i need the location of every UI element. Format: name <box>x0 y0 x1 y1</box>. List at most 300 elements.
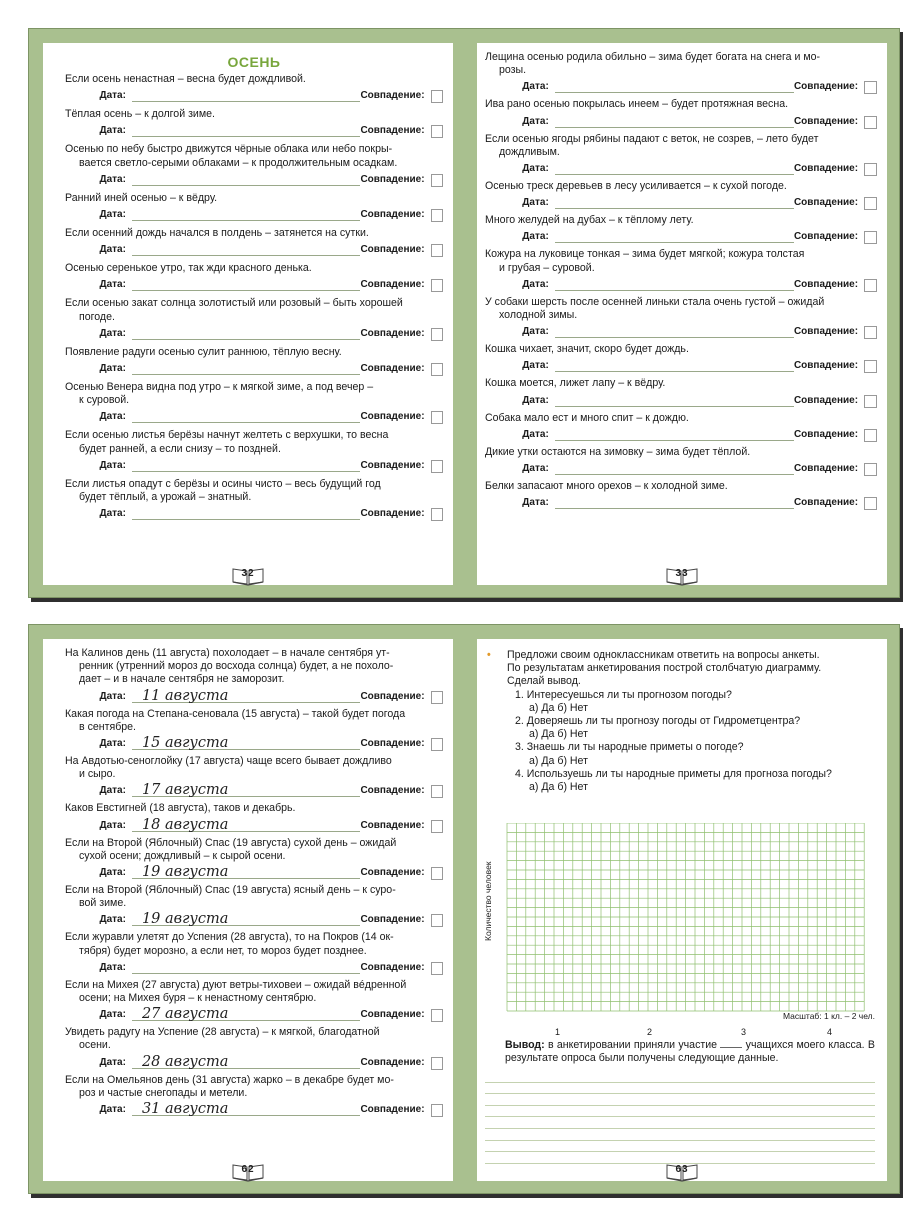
match-checkbox[interactable] <box>431 411 443 424</box>
sign-entry <box>485 343 877 372</box>
sign-text-line: Кошка чихает, значит, скоро будет дождь. <box>485 343 689 356</box>
date-row <box>65 86 443 102</box>
date-field[interactable] <box>132 277 361 291</box>
writing-line[interactable] <box>485 1094 875 1106</box>
sign-text-line: тября) будет морозно, а если нет, то мороз будет позднее. <box>79 944 367 957</box>
sign-text-line: Ива рано осенью покрылась инеем – будет протяжная весна. <box>485 98 789 111</box>
date-label: Дата: <box>99 244 126 256</box>
match-label: Совпадение: <box>360 690 425 702</box>
date-row <box>485 193 877 209</box>
sign-entry <box>65 262 443 291</box>
sign-entry <box>65 108 443 137</box>
date-field[interactable] <box>132 1055 361 1069</box>
sign-text-line: Ранний иней осенью – к вёдру. <box>65 191 218 204</box>
sign-text-line: Собака мало ест и много спит – к дождю. <box>485 411 689 424</box>
match-checkbox[interactable] <box>431 328 443 341</box>
spread-autumn <box>28 28 900 598</box>
date-label: Дата: <box>99 173 126 185</box>
question: 1. Интересуешься ли ты прогнозом погоды? <box>515 688 732 701</box>
sign-text <box>65 143 443 169</box>
date-field[interactable] <box>132 865 361 879</box>
handwritten-date: 11 августа <box>141 687 229 704</box>
date-field[interactable] <box>555 161 794 175</box>
date-label: Дата: <box>99 411 126 423</box>
sign-text-line: розы. <box>499 64 527 77</box>
date-label: Дата: <box>522 394 549 406</box>
date-row <box>65 863 443 879</box>
date-row <box>65 240 443 256</box>
date-label: Дата: <box>99 279 126 291</box>
match-checkbox[interactable] <box>431 363 443 376</box>
sign-entry <box>65 429 443 471</box>
writing-lines[interactable] <box>485 1071 875 1164</box>
sign-text-line: Появление радуги осенью сулит раннюю, тёплую весну. <box>65 345 342 358</box>
date-row <box>65 407 443 423</box>
match-checkbox[interactable] <box>431 244 443 257</box>
date-field[interactable] <box>555 79 794 93</box>
date-row <box>65 910 443 926</box>
sign-text <box>65 262 443 275</box>
date-row <box>65 958 443 974</box>
date-row <box>65 1100 443 1116</box>
sign-text <box>485 248 877 274</box>
date-row <box>485 159 877 175</box>
sign-text <box>65 755 443 781</box>
handwritten-date: 31 августа <box>141 1101 229 1118</box>
handwritten-date: 18 августа <box>141 816 229 833</box>
date-row <box>485 493 877 509</box>
match-label: Совпадение: <box>793 394 859 406</box>
page-32-content <box>65 51 443 526</box>
match-checkbox[interactable] <box>431 460 443 473</box>
date-label: Дата: <box>99 209 126 221</box>
date-field[interactable] <box>132 458 361 472</box>
match-label: Совпадение: <box>360 1104 425 1116</box>
date-label: Дата: <box>522 360 549 372</box>
spread-august <box>28 624 900 1194</box>
date-field[interactable] <box>132 409 361 423</box>
sign-text-line: Если осень ненастная – весна будет дождливой. <box>65 73 306 85</box>
sign-text-line: Если осенний дождь начался в полдень – затянется на сутки. <box>65 227 369 240</box>
sign-text <box>485 412 877 425</box>
match-checkbox[interactable] <box>431 125 443 138</box>
date-field[interactable] <box>132 123 361 137</box>
writing-line[interactable] <box>485 1071 875 1083</box>
match-checkbox[interactable] <box>431 691 443 704</box>
date-field[interactable] <box>132 361 361 375</box>
handwritten-date: 19 августа <box>141 911 229 928</box>
page-62 <box>43 639 453 1181</box>
sign-text <box>65 192 443 205</box>
sign-text <box>485 214 877 227</box>
answer-options: а) Да б) Нет <box>529 728 588 741</box>
sign-entry <box>65 297 443 339</box>
date-row <box>65 816 443 832</box>
date-row <box>65 687 443 703</box>
x-tick-4: 4 <box>827 1027 833 1037</box>
match-label: Совпадение: <box>360 173 425 185</box>
date-row <box>65 359 443 375</box>
sign-text-line: осени; на Михея буря – к ненастному сентябрю. <box>79 992 317 1005</box>
date-field[interactable] <box>555 277 794 291</box>
page-number-text: 63 <box>675 1164 689 1175</box>
date-label: Дата: <box>522 326 549 338</box>
sign-text <box>485 377 877 390</box>
date-field[interactable] <box>555 393 794 407</box>
writing-line[interactable] <box>485 1083 875 1095</box>
sign-text-line: Кошка моется, лижет лапу – к вёдру. <box>485 377 666 390</box>
date-label: Дата: <box>99 690 126 702</box>
sign-text-line: Если на Омельянов день (31 августа) жарко – в декабре будет мо- <box>65 1073 394 1086</box>
date-field[interactable] <box>132 736 361 750</box>
match-label: Совпадение: <box>360 819 425 831</box>
sign-text-line: Осенью треск деревьев в лесу усиливается – к сухой погоде. <box>485 180 787 193</box>
match-checkbox[interactable] <box>431 738 443 751</box>
match-checkbox[interactable] <box>431 90 443 103</box>
question: 3. Знаешь ли ты народные приметы о погоде? <box>515 741 744 754</box>
page-33 <box>477 43 887 585</box>
match-checkbox[interactable] <box>864 429 877 442</box>
page-63 <box>477 639 887 1181</box>
match-checkbox[interactable] <box>431 508 443 521</box>
match-label: Совпадение: <box>360 1009 425 1021</box>
sign-text <box>65 429 443 455</box>
sign-text <box>65 931 443 957</box>
match-label: Совпадение: <box>360 209 425 221</box>
sign-text <box>485 343 877 356</box>
date-field[interactable] <box>132 506 361 520</box>
answer-options: а) Да б) Нет <box>529 701 588 714</box>
date-field[interactable] <box>132 960 361 974</box>
date-field[interactable] <box>132 242 361 256</box>
match-label: Совпадение: <box>360 90 425 102</box>
sign-text-line: вается светло-серыми облаками – к продолжительным осадкам. <box>79 156 398 169</box>
match-checkbox[interactable] <box>431 1057 443 1070</box>
sign-text-line: сухой осени; дождливый – к сырой осени. <box>79 849 286 862</box>
date-field[interactable] <box>555 229 794 243</box>
sign-text <box>65 381 443 407</box>
sign-entry <box>65 478 443 520</box>
survey-block <box>485 649 877 794</box>
handwritten-date: 17 августа <box>141 782 229 799</box>
match-label: Совпадение: <box>360 363 425 375</box>
conclusion <box>485 1039 875 1065</box>
empty-bar-chart-grid[interactable] <box>497 823 871 1013</box>
handwritten-date: 19 августа <box>141 864 229 881</box>
chart-scale: Масштаб: 1 кл. – 2 чел. <box>782 1011 875 1021</box>
sign-text-line: Если на Михея (27 августа) дуют ветры-тиховеи – ожидай вéдренной <box>65 978 407 991</box>
match-checkbox[interactable] <box>864 279 877 292</box>
date-row <box>485 227 877 243</box>
conclusion-text-a: в анкетировании приняли участие <box>547 1039 718 1051</box>
intro-line: Предложи своим одноклассникам ответить на вопросы анкеты. <box>507 649 820 661</box>
date-label: Дата: <box>99 90 126 102</box>
date-label: Дата: <box>99 327 126 339</box>
sign-text-line: погоде. <box>79 310 115 323</box>
match-checkbox[interactable] <box>864 360 877 373</box>
page-32 <box>43 43 453 585</box>
page-number-32 <box>231 565 265 587</box>
conclusion-text-b: учащихся моего класса. В результате опроса были получены следующие данные. <box>505 1039 875 1065</box>
date-label: Дата: <box>522 428 549 440</box>
handwritten-date: 15 августа <box>141 735 229 752</box>
sign-text-line: будет ранней, а если снизу – то поздней. <box>79 442 281 455</box>
page-number-text: 33 <box>675 568 689 579</box>
sign-entry <box>65 802 443 831</box>
date-field[interactable] <box>132 326 361 340</box>
sign-entry <box>485 248 877 290</box>
date-field[interactable] <box>555 114 794 128</box>
handwritten-date: 27 августа <box>141 1006 229 1023</box>
date-row <box>485 425 877 441</box>
sign-text-line: У собаки шерсть после осенней линьки стала очень густой – ожидай <box>485 295 825 308</box>
match-label: Совпадение: <box>360 1056 425 1068</box>
y-axis-label: Количество человек <box>483 861 493 941</box>
date-field[interactable] <box>132 689 361 703</box>
date-label: Дата: <box>522 463 549 475</box>
page-number-62 <box>231 1161 265 1183</box>
date-label: Дата: <box>99 508 126 520</box>
sign-text-line: в сентябре. <box>79 720 136 733</box>
sign-text <box>65 802 443 815</box>
sign-entry <box>485 98 877 127</box>
answer-options: а) Да б) Нет <box>529 754 588 767</box>
date-label: Дата: <box>99 914 126 926</box>
sign-text-line: Белки запасают много орехов – к холодной зиме. <box>485 480 728 493</box>
match-checkbox[interactable] <box>431 962 443 975</box>
date-label: Дата: <box>522 497 549 509</box>
date-field[interactable] <box>132 88 361 102</box>
date-field[interactable] <box>555 195 794 209</box>
date-label: Дата: <box>99 363 126 375</box>
sign-entry <box>65 143 443 185</box>
match-label: Совпадение: <box>793 278 859 290</box>
date-label: Дата: <box>522 197 549 209</box>
page-number-text: 32 <box>241 568 255 579</box>
match-label: Совпадение: <box>360 961 425 973</box>
sign-text-line: Лещина осенью родила обильно – зима будет богата на снега и мо- <box>485 51 821 63</box>
sign-text-line: Если на Второй (Яблочный) Спас (19 августа) сухой день – ожидай <box>65 836 397 849</box>
date-field[interactable] <box>555 495 794 509</box>
sign-entry <box>65 73 443 102</box>
match-checkbox[interactable] <box>431 279 443 292</box>
x-tick-2: 2 <box>647 1027 653 1037</box>
sign-text-line: На Калинов день (11 августа) похолодает – в начале сентября ут- <box>65 647 390 659</box>
sign-text <box>485 51 877 77</box>
match-label: Совпадение: <box>360 867 425 879</box>
conclusion-label: Вывод: <box>505 1039 545 1051</box>
sign-entry <box>485 296 877 338</box>
match-checkbox[interactable] <box>431 1009 443 1022</box>
match-label: Совпадение: <box>360 785 425 797</box>
question: 4. Используешь ли ты народные приметы для прогноза погоды? <box>515 767 832 780</box>
date-label: Дата: <box>99 819 126 831</box>
date-label: Дата: <box>522 163 549 175</box>
sign-text-line: Если осенью ягоды рябины падают с веток, не созрев, – лето будет <box>485 132 819 145</box>
sign-entry <box>485 180 877 209</box>
sign-text <box>485 180 877 193</box>
date-field[interactable] <box>132 1007 361 1021</box>
sign-text-line: роз и частые снегопады и метели. <box>79 1086 248 1099</box>
x-tick-1: 1 <box>555 1027 561 1037</box>
date-field[interactable] <box>132 912 361 926</box>
match-label: Совпадение: <box>360 244 425 256</box>
sign-entry <box>65 708 443 750</box>
sign-text-line: вой зиме. <box>79 897 127 910</box>
sign-text <box>65 346 443 359</box>
sign-entry <box>65 381 443 423</box>
sign-text-line: Осенью серенькое утро, так жди красного денька. <box>65 262 312 275</box>
sign-text-line: Осенью по небу быстро движутся чёрные облака или небо покры- <box>65 143 393 156</box>
sign-text-line: Если листья опадут с берёзы и осины чисто – весь будущий год <box>65 477 381 490</box>
match-checkbox[interactable] <box>864 395 877 408</box>
match-checkbox[interactable] <box>864 463 877 476</box>
sign-text-line: Если осенью листья берёзы начнут желтеть с верхушки, то весна <box>65 429 389 442</box>
date-row <box>65 324 443 340</box>
date-row <box>65 1053 443 1069</box>
sign-entry <box>65 192 443 221</box>
date-label: Дата: <box>522 115 549 127</box>
sign-text <box>65 979 443 1005</box>
match-label: Совпадение: <box>793 497 859 509</box>
match-label: Совпадение: <box>793 231 859 243</box>
sign-entry <box>65 1026 443 1068</box>
match-checkbox[interactable] <box>431 820 443 833</box>
match-label: Совпадение: <box>360 411 425 423</box>
match-checkbox[interactable] <box>431 867 443 880</box>
date-label: Дата: <box>99 738 126 750</box>
date-field[interactable] <box>132 207 361 221</box>
date-field[interactable] <box>132 1102 361 1116</box>
date-row <box>65 504 443 520</box>
date-label: Дата: <box>99 459 126 471</box>
sign-text-line: дает – и в начале сентября не заморозит. <box>79 673 285 686</box>
date-label: Дата: <box>99 867 126 879</box>
match-checkbox[interactable] <box>864 116 877 129</box>
sign-text <box>65 73 443 86</box>
date-field[interactable] <box>555 358 794 372</box>
writing-line[interactable] <box>485 1129 875 1141</box>
date-row <box>485 459 877 475</box>
date-row <box>485 77 877 93</box>
sign-text-line: осени. <box>79 1039 111 1052</box>
sign-text-line: Если журавли улетят до Успения (28 августа), то на Покров (14 ок- <box>65 931 394 944</box>
sign-text <box>65 1026 443 1052</box>
page-number-33 <box>665 565 699 587</box>
date-field[interactable] <box>132 783 361 797</box>
match-checkbox[interactable] <box>864 81 877 94</box>
date-row <box>485 391 877 407</box>
page-title: ОСЕНЬ <box>227 54 281 70</box>
sign-text-line: ренник (утренний мороз до восхода солнца) будет, а не похоло- <box>79 660 394 673</box>
sign-entry <box>65 346 443 375</box>
match-label: Совпадение: <box>793 115 859 127</box>
match-label: Совпадение: <box>793 360 859 372</box>
sign-text-line: Если на Второй (Яблочный) Спас (19 августа) ясный день – к суро- <box>65 884 396 897</box>
sign-text <box>485 133 877 159</box>
match-checkbox[interactable] <box>864 231 877 244</box>
sign-entry <box>65 837 443 879</box>
match-label: Совпадение: <box>360 508 425 520</box>
match-label: Совпадение: <box>360 125 425 137</box>
sign-text-line: Осенью Венера видна под утро – к мягкой зиме, а под вечер – <box>65 381 374 394</box>
participants-blank[interactable] <box>720 1047 742 1048</box>
match-checkbox[interactable] <box>431 174 443 187</box>
date-label: Дата: <box>99 125 126 137</box>
sign-entry <box>485 480 877 509</box>
date-label: Дата: <box>99 1056 126 1068</box>
sign-entry <box>65 931 443 973</box>
match-label: Совпадение: <box>360 914 425 926</box>
match-checkbox[interactable] <box>431 914 443 927</box>
date-row <box>65 456 443 472</box>
sign-entry <box>485 446 877 475</box>
sign-text-line: Увидеть радугу на Успение (28 августа) – к мягкой, благодатной <box>65 1026 380 1039</box>
date-label: Дата: <box>522 231 549 243</box>
date-label: Дата: <box>99 1104 126 1116</box>
date-label: Дата: <box>522 278 549 290</box>
sign-text <box>65 708 443 734</box>
sign-entry <box>485 133 877 175</box>
sign-entry <box>65 979 443 1021</box>
sign-text <box>65 647 443 687</box>
page-62-content <box>65 647 443 1121</box>
date-label: Дата: <box>99 785 126 797</box>
sign-text-line: и сыро. <box>79 768 116 781</box>
sign-text <box>485 296 877 322</box>
sign-text-line: Много желудей на дубах – к тёплому лету. <box>485 214 694 227</box>
match-checkbox[interactable] <box>431 785 443 798</box>
writing-line[interactable] <box>485 1117 875 1129</box>
date-row <box>65 1005 443 1021</box>
date-row <box>65 170 443 186</box>
sign-entry <box>65 755 443 797</box>
date-row <box>485 275 877 291</box>
date-field[interactable] <box>132 818 361 832</box>
sign-text <box>65 108 443 121</box>
date-field[interactable] <box>555 427 794 441</box>
intro-line: По результатам анкетирования построй столбчатую диаграмму. <box>507 662 822 675</box>
date-label: Дата: <box>522 81 549 93</box>
date-row <box>65 781 443 797</box>
match-label: Совпадение: <box>793 326 859 338</box>
match-checkbox[interactable] <box>431 209 443 222</box>
page-number-63 <box>665 1161 699 1183</box>
sign-entry <box>485 214 877 243</box>
writing-line[interactable] <box>485 1141 875 1153</box>
match-checkbox[interactable] <box>864 497 877 510</box>
match-label: Совпадение: <box>793 463 859 475</box>
sign-entry <box>485 412 877 441</box>
sign-text <box>485 446 877 459</box>
match-checkbox[interactable] <box>431 1104 443 1117</box>
match-checkbox[interactable] <box>864 197 877 210</box>
match-label: Совпадение: <box>793 163 859 175</box>
match-checkbox[interactable] <box>864 326 877 339</box>
writing-line[interactable] <box>485 1106 875 1118</box>
bullet-icon: • <box>487 649 491 661</box>
date-field[interactable] <box>555 461 794 475</box>
date-field[interactable] <box>132 172 361 186</box>
sign-text <box>65 227 443 240</box>
sign-entry <box>65 1074 443 1116</box>
match-checkbox[interactable] <box>864 163 877 176</box>
sign-text-line: Кожура на луковице тонкая – зима будет мягкой; кожура толстая <box>485 248 805 261</box>
sign-text-line: будет тёплый, а урожай – знатный. <box>79 491 252 504</box>
sign-text-line: к суровой. <box>79 394 130 407</box>
date-field[interactable] <box>555 324 794 338</box>
date-label: Дата: <box>99 961 126 973</box>
